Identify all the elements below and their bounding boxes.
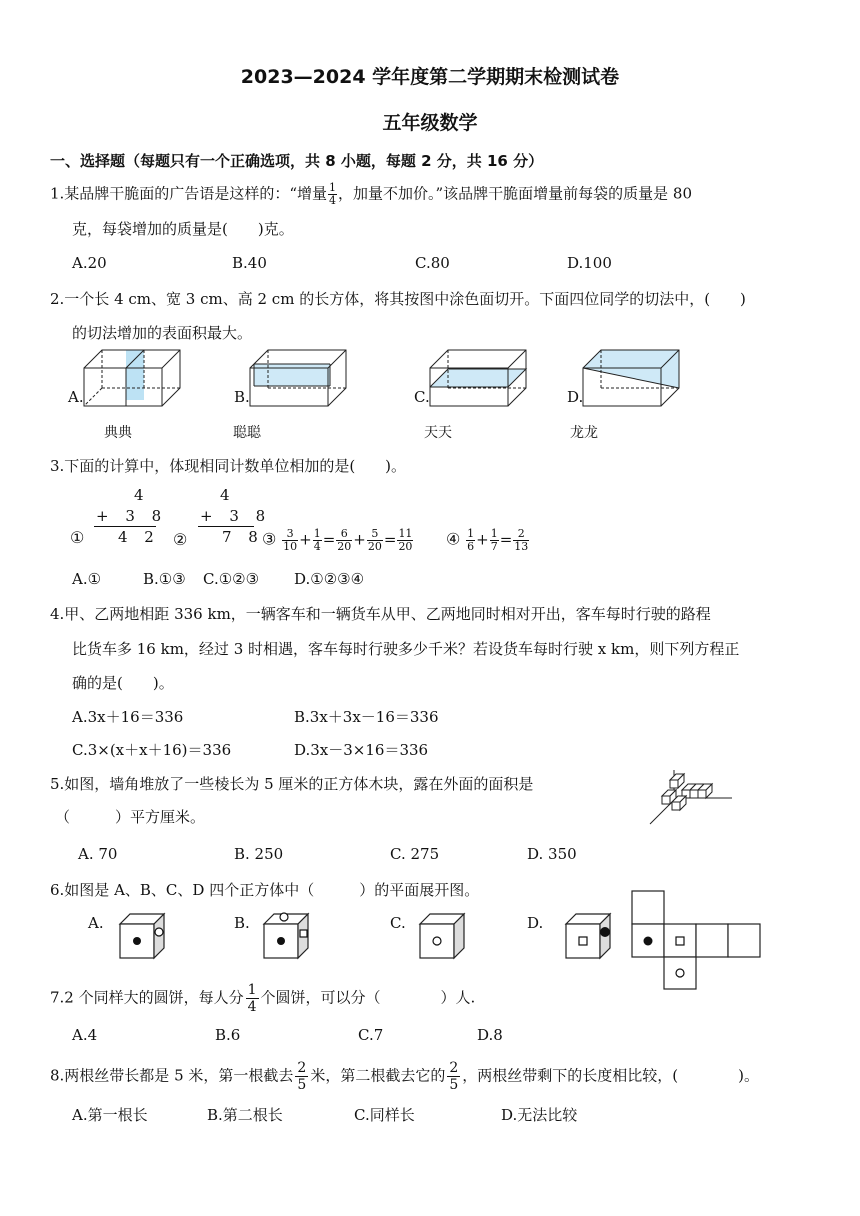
q3-m1-result: 4 2 xyxy=(118,528,160,546)
q7-option-b: B.6 xyxy=(215,1026,241,1044)
cuboid-d-figure xyxy=(583,350,683,410)
q3-m4-b-den: 7 xyxy=(490,540,498,553)
q7-option-c: C.7 xyxy=(358,1026,384,1044)
q7-option-a: A.4 xyxy=(72,1026,98,1044)
q3-marker-3: ③ xyxy=(262,529,277,549)
q2-name-a: 典典 xyxy=(104,425,132,441)
cube-b-dot xyxy=(277,937,285,945)
cube-c-figure xyxy=(418,912,468,962)
q1-line1 xyxy=(50,182,692,207)
q3-m3-c-num: 6 xyxy=(336,528,352,541)
q3-m4-c-num: 2 xyxy=(513,528,529,541)
q2-name-c: 天天 xyxy=(424,425,452,441)
q6-line1: 6.如图是 A、B、C、D 四个正方体中（ ）的平面展开图。 xyxy=(50,881,480,899)
net-ring xyxy=(676,969,684,977)
q3-m4 xyxy=(446,528,530,553)
exam-title: 2023—2024 学年度第二学期期末检测试卷 xyxy=(240,66,620,88)
q8-text-a: 8.两根丝带长都是 5 米，第一根截去 xyxy=(50,1066,294,1085)
cuboid-c-figure xyxy=(430,350,530,410)
q3-m4-a-num: 1 xyxy=(467,527,475,540)
q3-m3-e-den: 20 xyxy=(398,540,413,553)
q3-m3-d-num: 5 xyxy=(367,528,383,541)
q8-fraction-2 xyxy=(447,1060,460,1093)
q1-option-d: D.100 xyxy=(567,254,612,272)
q4-option-d: D.3x－3×16＝336 xyxy=(294,741,429,759)
q1-option-a: A.20 xyxy=(72,254,107,272)
q3-m4-frac-c xyxy=(513,528,529,553)
q3-m3-eq1: = xyxy=(322,530,336,549)
q1-line2: 克，每袋增加的质量是( )克。 xyxy=(72,220,294,238)
q3-marker-4: ④ xyxy=(446,529,461,549)
q3-m3-frac-e xyxy=(397,528,413,553)
q3-marker-1: ① xyxy=(70,528,85,547)
q2-option-a: A. xyxy=(68,388,84,406)
q3-option-b: B.①③ xyxy=(143,570,186,588)
net-dot xyxy=(644,937,653,946)
q5-option-a: A. 70 xyxy=(78,845,118,863)
q3-m3-e-num: 11 xyxy=(398,527,413,540)
q8-line xyxy=(50,1060,759,1093)
q3-marker-2: ② xyxy=(173,530,188,549)
q3-m4-op: + xyxy=(476,530,489,549)
q6-option-b: B. xyxy=(234,914,250,932)
q7-fraction xyxy=(246,982,259,1015)
q1-frac-num: 1 xyxy=(328,181,336,194)
q1-text-b: ，加量不加价。”该品牌干脆面增量前每袋的质量是 80 xyxy=(337,184,693,203)
cube-a-dot xyxy=(133,937,141,945)
cube-d-square xyxy=(579,937,587,945)
q2-option-b: B. xyxy=(234,388,250,406)
cube-b-ring xyxy=(280,913,288,921)
q8-option-a: A.第一根长 xyxy=(72,1106,148,1124)
net-square xyxy=(676,937,684,945)
q8-option-d: D.无法比较 xyxy=(501,1106,578,1124)
q3-m4-frac-a xyxy=(466,528,475,553)
q3-m2-result: 7 8 xyxy=(222,528,264,546)
q3-m3-b-den: 4 xyxy=(313,540,321,553)
q3-m1-top: 4 xyxy=(134,486,150,504)
q2-line2: 的切法增加的表面积最大。 xyxy=(72,324,253,342)
q3-m4-c-den: 13 xyxy=(514,540,529,553)
q3-m3-frac-d xyxy=(367,528,383,553)
q3-m3-a-num: 3 xyxy=(282,528,298,541)
q4-option-c: C.3×(x＋x＋16)＝336 xyxy=(72,741,232,759)
q2-name-b: 聪聪 xyxy=(233,425,261,441)
cube-d-figure xyxy=(564,912,614,962)
q6-option-a: A. xyxy=(88,914,104,932)
q7-line xyxy=(50,982,475,1015)
q3-m3-frac-b xyxy=(313,528,322,553)
q8-option-c: C.同样长 xyxy=(354,1106,415,1124)
q1-option-c: C.80 xyxy=(415,254,450,272)
q3-m4-eq: = xyxy=(499,530,513,549)
cube-b-figure xyxy=(262,912,312,962)
q3-m2-top: 4 xyxy=(220,486,236,504)
q8-text-b: 米，第二根截去它的 xyxy=(310,1066,446,1085)
q2-option-c: C. xyxy=(414,388,430,406)
q1-fraction xyxy=(328,182,337,207)
q6-option-c: C. xyxy=(390,914,406,932)
q3-m2-rule xyxy=(198,526,254,527)
q4-line3: 确的是( )。 xyxy=(72,674,174,692)
q3-m3-c-den: 20 xyxy=(337,540,352,553)
q2-option-d: D. xyxy=(567,388,584,406)
q2-line1: 2.一个长 4 cm、宽 3 cm、高 2 cm 的长方体，将其按图中涂色面切开。下面四位同学的切法中，( ) xyxy=(50,290,746,308)
q3-m3-b-num: 1 xyxy=(313,527,321,540)
cube-b-square xyxy=(300,930,307,937)
q7-option-d: D.8 xyxy=(477,1026,503,1044)
q8-fraction-1 xyxy=(295,1060,308,1093)
q8-text-c: ，两根丝带剩下的长度相比较，( )。 xyxy=(462,1066,759,1085)
q7-text-a: 7.2 个同样大的圆饼，每人分 xyxy=(50,988,244,1007)
q3-option-a: A.① xyxy=(72,570,102,588)
q3-m3-op1: + xyxy=(299,530,312,549)
corner-cubes-figure xyxy=(648,770,738,826)
q3-line1: 3.下面的计算中，体现相同计数单位相加的是( )。 xyxy=(50,457,407,475)
q1-frac-den: 4 xyxy=(328,194,336,207)
q7-text-b: 个圆饼，可以分（ ）人. xyxy=(260,988,476,1007)
q3-m4-frac-b xyxy=(490,528,499,553)
q8-f2-den: 5 xyxy=(449,1077,459,1093)
q4-line2: 比货车多 16 km，经过 3 时相遇，客车每时行驶多少千米？若设货车每时行驶 x km，则下列方程正 xyxy=(72,640,740,658)
q8-f2-num: 2 xyxy=(449,1060,459,1076)
q3-m2-addend: + 3 8 xyxy=(200,507,272,525)
q4-option-b: B.3x＋3x－16＝336 xyxy=(294,708,439,726)
q3-m4-a-den: 6 xyxy=(467,540,475,553)
q5-option-d: D. 350 xyxy=(527,845,577,863)
q4-line1: 4.甲、乙两地相距 336 km，一辆客车和一辆货车从甲、乙两地同时相对开出，客车每时行驶的路程 xyxy=(50,605,711,623)
q1-option-b: B.40 xyxy=(232,254,267,272)
cube-d-dot xyxy=(600,927,610,937)
q8-option-b: B.第二根长 xyxy=(207,1106,283,1124)
q5-option-c: C. 275 xyxy=(390,845,440,863)
q3-m3-op2: + xyxy=(353,530,366,549)
cube-a-ring xyxy=(155,928,163,936)
q1-text-a: 1.某品牌干脆面的广告语是这样的：“增量 xyxy=(50,184,327,203)
q6-option-d: D. xyxy=(527,914,544,932)
q3-option-c: C.①②③ xyxy=(203,570,260,588)
cube-a-figure xyxy=(118,912,168,962)
q4-option-a: A.3x＋16＝336 xyxy=(72,708,184,726)
q2-name-d: 龙龙 xyxy=(570,425,598,441)
cube-c-ring xyxy=(433,937,441,945)
exam-subtitle: 五年级数学 xyxy=(382,112,478,134)
q3-m3-frac-c xyxy=(336,528,352,553)
cube-net-figure xyxy=(632,890,764,990)
q3-m3-eq2: = xyxy=(383,530,397,549)
q3-m3-frac-a xyxy=(282,528,298,553)
cuboid-b-figure xyxy=(250,350,350,410)
section-heading: 一、选择题（每题只有一个正确选项，共 8 小题，每题 2 分，共 16 分） xyxy=(50,152,544,170)
q3-m1-addend: + 3 8 xyxy=(96,507,168,525)
q3-m4-b-num: 1 xyxy=(490,527,498,540)
q3-m3-d-den: 20 xyxy=(367,540,382,553)
cuboid-a-figure xyxy=(84,350,184,410)
q8-f1-num: 2 xyxy=(297,1060,307,1076)
q3-m3 xyxy=(262,528,414,553)
q7-frac-den: 4 xyxy=(247,999,257,1015)
q3-m1-rule xyxy=(94,526,156,527)
q5-line1: 5.如图，墙角堆放了一些棱长为 5 厘米的正方体木块，露在外面的面积是 xyxy=(50,775,534,793)
q7-frac-num: 1 xyxy=(247,982,257,998)
q8-f1-den: 5 xyxy=(297,1077,307,1093)
q5-option-b: B. 250 xyxy=(234,845,284,863)
q3-option-d: D.①②③④ xyxy=(294,570,365,588)
q3-m3-a-den: 10 xyxy=(283,540,298,553)
q5-line2: （ ）平方厘米。 xyxy=(55,808,206,826)
